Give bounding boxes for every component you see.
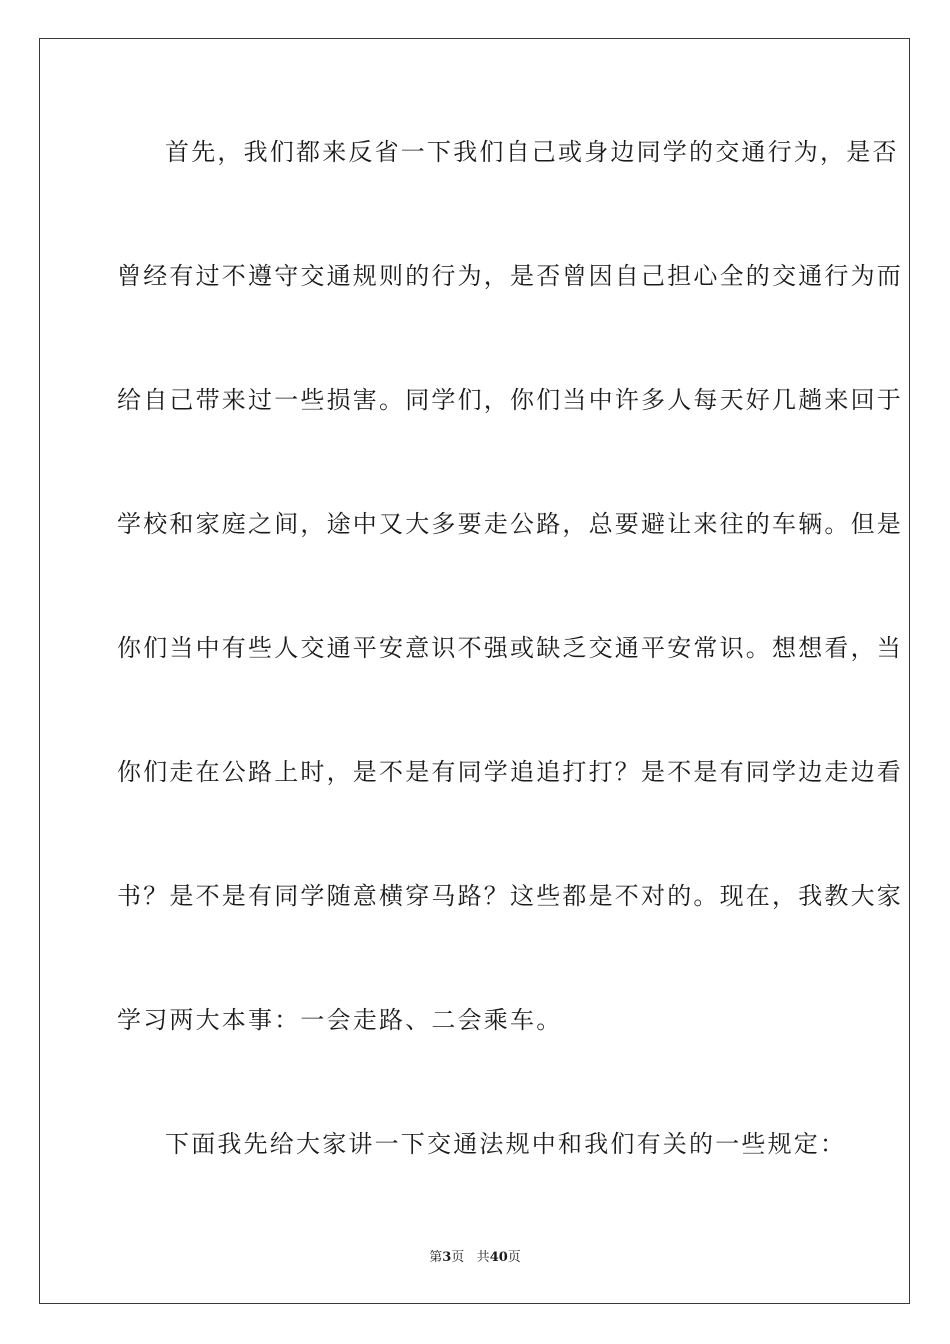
paragraph-1-line-7: 书？是不是有同学随意横穿马路？这些都是不对的。现在，我教大家 xyxy=(117,882,903,910)
paragraph-1-line-5: 你们当中有些人交通平安意识不强或缺乏交通平安常识。想想看，当 xyxy=(117,634,903,662)
paragraph-1-line-4: 学校和家庭之间，途中又大多要走公路，总要避让来往的车辆。但是 xyxy=(117,510,903,538)
paragraph-1-line-8: 学习两大本事：一会走路、二会乘车。 xyxy=(117,1006,563,1034)
paragraph-1-line-2: 曾经有过不遵守交通规则的行为，是否曾因自己担心全的交通行为而 xyxy=(117,262,903,290)
paragraph-1-line-6: 你们走在公路上时，是不是有同学追追打打？是不是有同学边走边看 xyxy=(117,758,903,786)
page-suffix: 页 xyxy=(451,1250,465,1265)
paragraph-2-line-1: 下面我先给大家讲一下交通法规中和我们有关的一些规定： xyxy=(165,1130,847,1158)
page-footer xyxy=(0,1246,950,1265)
total-pages: 40 xyxy=(489,1250,508,1265)
total-suffix: 页 xyxy=(507,1250,521,1265)
paragraph-1-line-1: 首先，我们都来反省一下我们自己或身边同学的交通行为，是否 xyxy=(165,138,899,166)
paragraph-1-line-3: 给自己带来过一些损害。同学们，你们当中许多人每天好几趟来回于 xyxy=(117,386,903,414)
page-frame xyxy=(39,38,910,1304)
total-prefix: 共 xyxy=(476,1250,490,1265)
page-number: 3 xyxy=(442,1250,452,1265)
page-prefix: 第 xyxy=(429,1250,443,1265)
